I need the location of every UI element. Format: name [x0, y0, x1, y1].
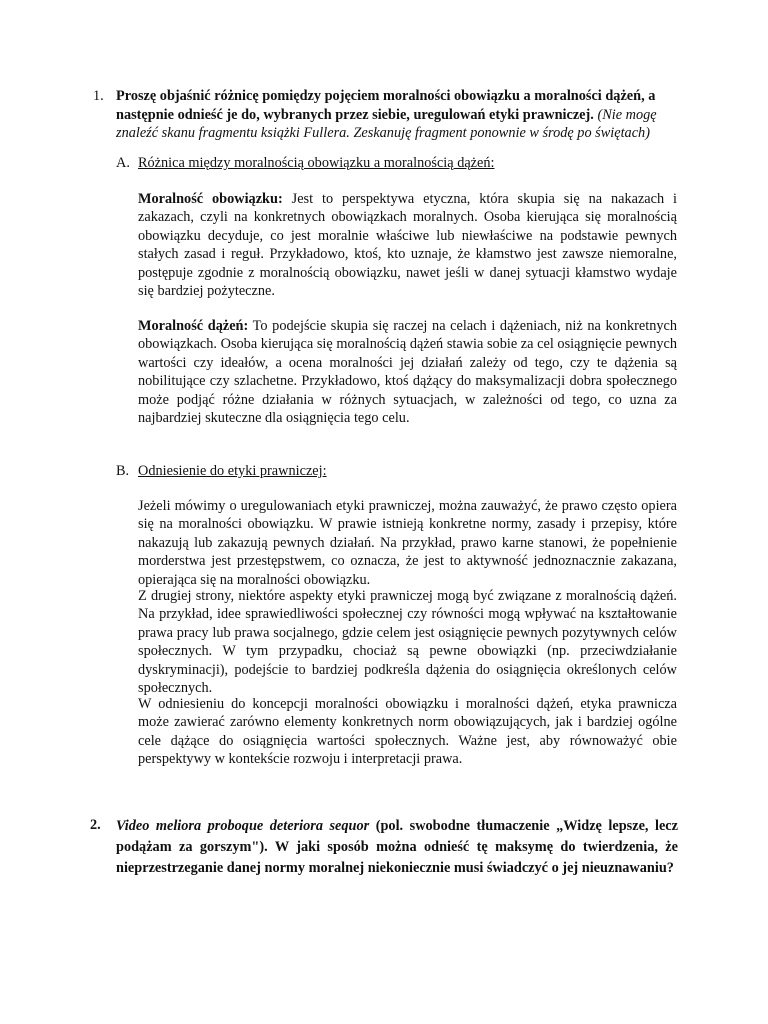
section-b-letter: B. — [116, 463, 130, 479]
aspiration-term: Moralność dążeń: — [138, 318, 249, 334]
question-1-number: 1. — [93, 88, 104, 104]
duty-text: Jest to perspektywa etyczna, która skupia się na nakazach i zakazach, czyli na konkretnych obowiązkach moralnych. Osoba kierująca się moralnością obowiązku decyduje, co jest moralnie właściwe lub niewłaściwe na podstawie pewnych stałych zasad i reguł. Przykładowo, ktoś, kto uznaje, że kłamstwo jest zawsze niemoralne, postępuje zgodnie z moralnością obowiązku, nawet jeśli w danej sytuacji kłamstwo wydaje się bardziej pożyteczne. — [138, 191, 678, 300]
question-1 — [90, 87, 678, 143]
legal-ethics-paragraph-1: Jeżeli mówimy o uregulowaniach etyki prawniczej, można zauważyć, że prawo często opiera się na moralności obowiązku. W prawie istnieją konkretne normy, zasady i przepisy, które nakazują lub zakazują pewnych działań. Na przykład, prawo karne stanowi, że popełnienie morderstwa jest przestępstwem, co oznacza, że jest to aktywność jednoznacznie zakazana, opierająca się na moralności obowiązku. — [138, 498, 677, 588]
section-b-heading — [116, 462, 327, 480]
section-a-heading — [116, 154, 495, 172]
legal-ethics-paragraph-3: W odniesieniu do koncepcji moralności obowiązku i moralności dążeń, etyka prawnicza może zawierać zarówno elementy konkretnych norm obowiązujących, jak i bardziej ogólne cele dążące do osiągnięcia wartości społecznych. Ważne jest, aby równoważyć obie perspektywy w kontekście rozwoju i interpretacji prawa. — [138, 696, 677, 768]
legal-ethics-paragraph-2: Z drugiej strony, niektóre aspekty etyki prawniczej mogą być związane z moralnością dążeń. Na przykład, idee sprawiedliwości społecznej czy równości mogą wpływać na kształtowanie prawa pracy lub prawa socjalnego, gdzie celem jest osiągnięcie pewnych pozytywnych celów społecznych. W tym przypadku, chociaż są pewne obowiązki (np. przeciwdziałanie dyskryminacji), podejście to bardziej podkreśla dążenia do osiągnięcia określonych celów społecznych. — [138, 588, 677, 697]
question-2-latin: Video meliora proboque deteriora sequor — [116, 818, 370, 834]
section-b-title: Odniesienie do etyki prawniczej: — [138, 463, 327, 479]
duty-paragraph — [138, 190, 677, 300]
question-1-note: (Nie mogę znaleźć skanu fragmentu książki Fullera. Zeskanuję fragment ponownie w środę po świętach) — [116, 106, 657, 141]
question-1-text: Proszę objaśnić różnicę pomiędzy pojęciem moralności obowiązku a moralności dążeń, a następnie odnieść je do, wybranych przez siebie, uregulowań etyki prawniczej. — [116, 88, 656, 123]
section-a-letter: A. — [116, 155, 130, 171]
question-2 — [90, 816, 678, 878]
duty-term: Moralność obowiązku: — [138, 191, 283, 207]
question-1-body — [116, 87, 678, 143]
question-2-number: 2. — [90, 817, 101, 833]
question-2-body — [116, 816, 678, 878]
aspiration-text: To podejście skupia się raczej na celach i dążeniach, niż na konkretnych obowiązkach. Osoba kierująca się moralnością dążeń stawia sobie za cel osiągnięcie pewnych wartości czy ideałów, a ocena moralności jej działań zależy od tego, czy te dążenia są nobilitujące czy szlachetne. Przykładowo, ktoś dążący do maksymalizacji dobra społecznego może podjąć różne działania w różnych sytuacjach, w zależności od tego, co uzna za najbardziej skuteczne dla osiągnięcia tego celu. — [138, 318, 677, 427]
aspiration-paragraph — [138, 317, 677, 427]
question-2-text: (pol. swobodne tłumaczenie „Widzę lepsze, lecz podążam za gorszym"). W jaki sposób można odnieść tę maksymę do twierdzenia, że nieprzestrzeganie danej normy moralnej niekoniecznie musi świadczyć o jej nieuznawaniu? — [116, 818, 679, 876]
section-a-title: Różnica między moralnością obowiązku a moralnością dążeń: — [138, 155, 495, 171]
